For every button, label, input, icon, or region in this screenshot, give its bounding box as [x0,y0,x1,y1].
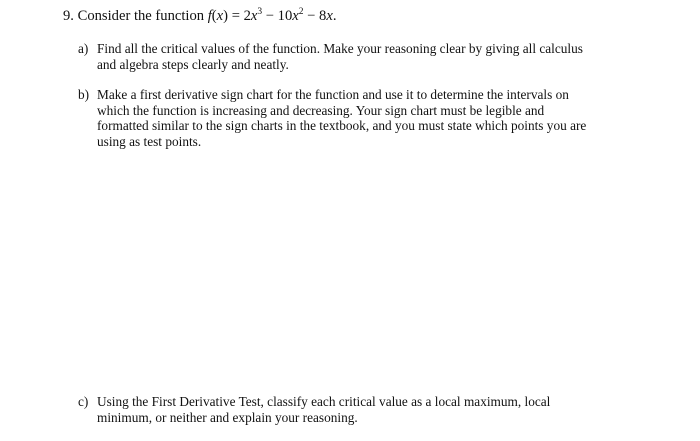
equals-sign: = [231,8,240,24]
question-header [63,6,336,26]
term-3-coefficient: 8 [319,8,327,24]
term-3-variable: x [326,8,333,24]
term-1-coefficient: 2 [243,8,251,24]
part-b-label: b) [78,87,90,102]
part-c-text: Using the First Derivative Test, classify each critical value as a local maximum, local minimum, or neither and explain your reasoning. [97,394,551,425]
term-2-exponent: 2 [298,7,304,17]
part-a-text: Find all the critical values of the function. Make your reasoning clear by giving all calculus and algebra steps clearly and neatly. [97,41,583,72]
part-a [78,41,598,72]
part-c [78,394,598,425]
function-name: f [207,8,212,24]
question-prompt: Consider the function [77,8,205,24]
term-1-exponent: 3 [257,7,263,17]
part-b-text: Make a first derivative sign chart for the function and use it to determine the intervals on which the function is increasing and decreasing. Your sign chart must be legible and formatted similar to the sign charts in the textbook, and you must state which points you are using as test points. [97,87,587,149]
term-2-variable: x [292,8,299,24]
function-variable: x [216,8,224,24]
expression-period: . [332,8,337,24]
term-2-coefficient: 10 [277,8,293,24]
minus-sign-2: − [307,8,316,24]
question-number: 9. [63,8,74,24]
part-c-label: c) [78,394,89,409]
minus-sign-1: − [265,8,274,24]
part-b [78,87,598,149]
function-expression: $f(x) = 2x^3 - 10x^2 - 8x$. [207,7,337,24]
part-a-label: a) [78,41,89,56]
term-1-variable: x [250,8,258,24]
